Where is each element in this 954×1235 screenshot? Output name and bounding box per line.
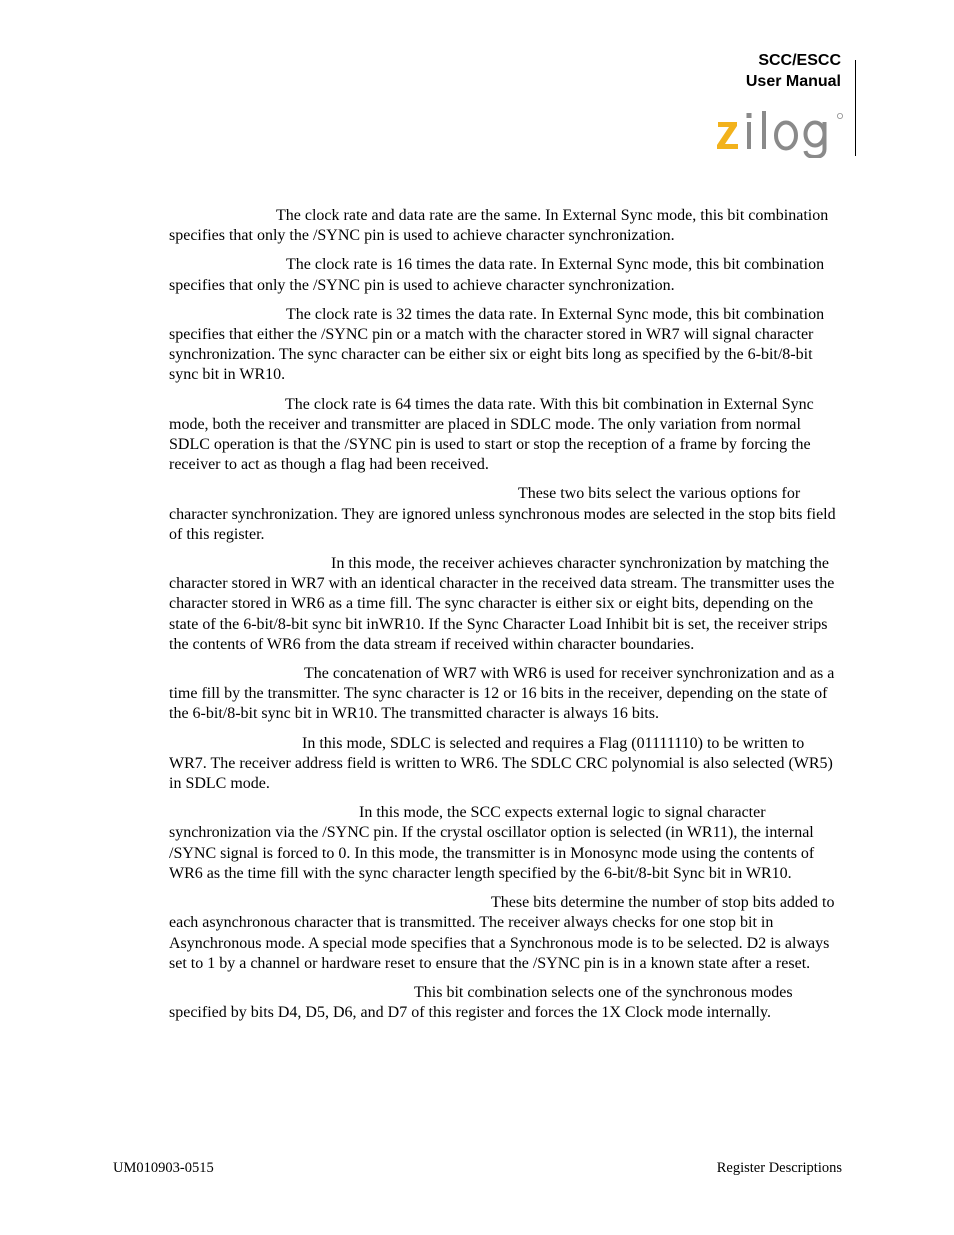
paragraph-stop-bits: These bits determine the number of stop bits added to each asynchronous character that is transmitted. The receiver always checks for one stop bit in Asynchronous mode. A special mode specifies that a Synchronous mode is to be selected. D2 is always set to 1 by a channel or hardware reset to ensure that the /SYNC pin is in a known state after a reset. [169,894,835,972]
paragraph-sdlc-mode: In this mode, SDLC is selected and requires a Flag (01111110) to be written to WR7. The receiver address field is written to WR6. The SDLC CRC polynomial is also selected (WR5) in SDLC mode. [169,734,833,793]
document-title-line2: User Manual [745,73,841,90]
footer-document-number: UM010903-0515 [113,1160,214,1176]
paragraph-1x-clock: The clock rate and data rate are the same. In External Sync mode, this bit combination specifies that only the /SYNC pin is used to achieve character synchronization. [169,207,829,245]
paragraph-sync-mode-bits: These two bits select the various options for character synchronization. They are ignored unless synchronous modes are selected in the stop bits field of this register. [169,485,836,543]
footer-section-title: Register Descriptions [716,1160,842,1176]
header-divider [855,60,856,156]
zilog-logo [716,108,846,158]
document-title [746,50,841,92]
paragraph-sync-modes-enable: This bit combination selects one of the synchronous modes specified by bits D4, D5, D6, and D7 of this register and forces the 1X Clock mode internally. [169,983,793,1022]
paragraph-64x-clock: The clock rate is 64 times the data rate. With this bit combination in External Sync mode, both the receiver and transmitter are placed in SDLC mode. The only variation from normal SDLC operation is that the /SYNC pin is used to start or stop the reception of a frame by forcing the receiver to act as though a flag had been received. [169,395,814,474]
paragraph-external-sync: In this mode, the SCC expects external logic to signal character synchronization via the /SYNC pin. If the crystal oscillator option is selected (in WR11), the internal /SYNC signal is forced to 0. In this mode, the transmitter is in Monosync mode using the contents of WR6 as the time fill with the sync character length specified by the 6-bit/8-bit Sync bit in WR10. [169,804,815,882]
paragraph-monosync: In this mode, the receiver achieves character synchronization by matching the character stored in WR7 with an identical character in the received data stream. The transmitter uses the character stored in WR6 as a time fill. The sync character is either six or eight bits, depending on the state of the 6-bit/8-bit sync bit inWR10. If the Sync Character Load Inhibit bit is set, the receiver strips the contents of WR6 from the data stream if received within character boundaries. [169,555,835,653]
paragraph-bisync: The concatenation of WR7 with WR6 is used for receiver synchronization and as a time fill by the transmitter. The sync character is 12 or 16 bits in the receiver, depending on the state of the 6-bit/8-bit sync bit in WR10. The transmitted character is always 16 bits. [169,665,835,723]
paragraph-32x-clock: The clock rate is 32 times the data rate. In External Sync mode, this bit combination specifies that either the /SYNC pin or a match with the character stored in WR7 will signal character synchronization. The sync character can be either six or eight bits long as specified by the 6-bit/8-bit sync bit in WR10. [169,305,825,384]
document-title-line1: SCC/ESCC [758,52,841,69]
paragraph-16x-clock: The clock rate is 16 times the data rate. In External Sync mode, this bit combination specifies that only the /SYNC pin is used to achieve character synchronization. [169,256,825,294]
register-description-text [169,206,842,1032]
